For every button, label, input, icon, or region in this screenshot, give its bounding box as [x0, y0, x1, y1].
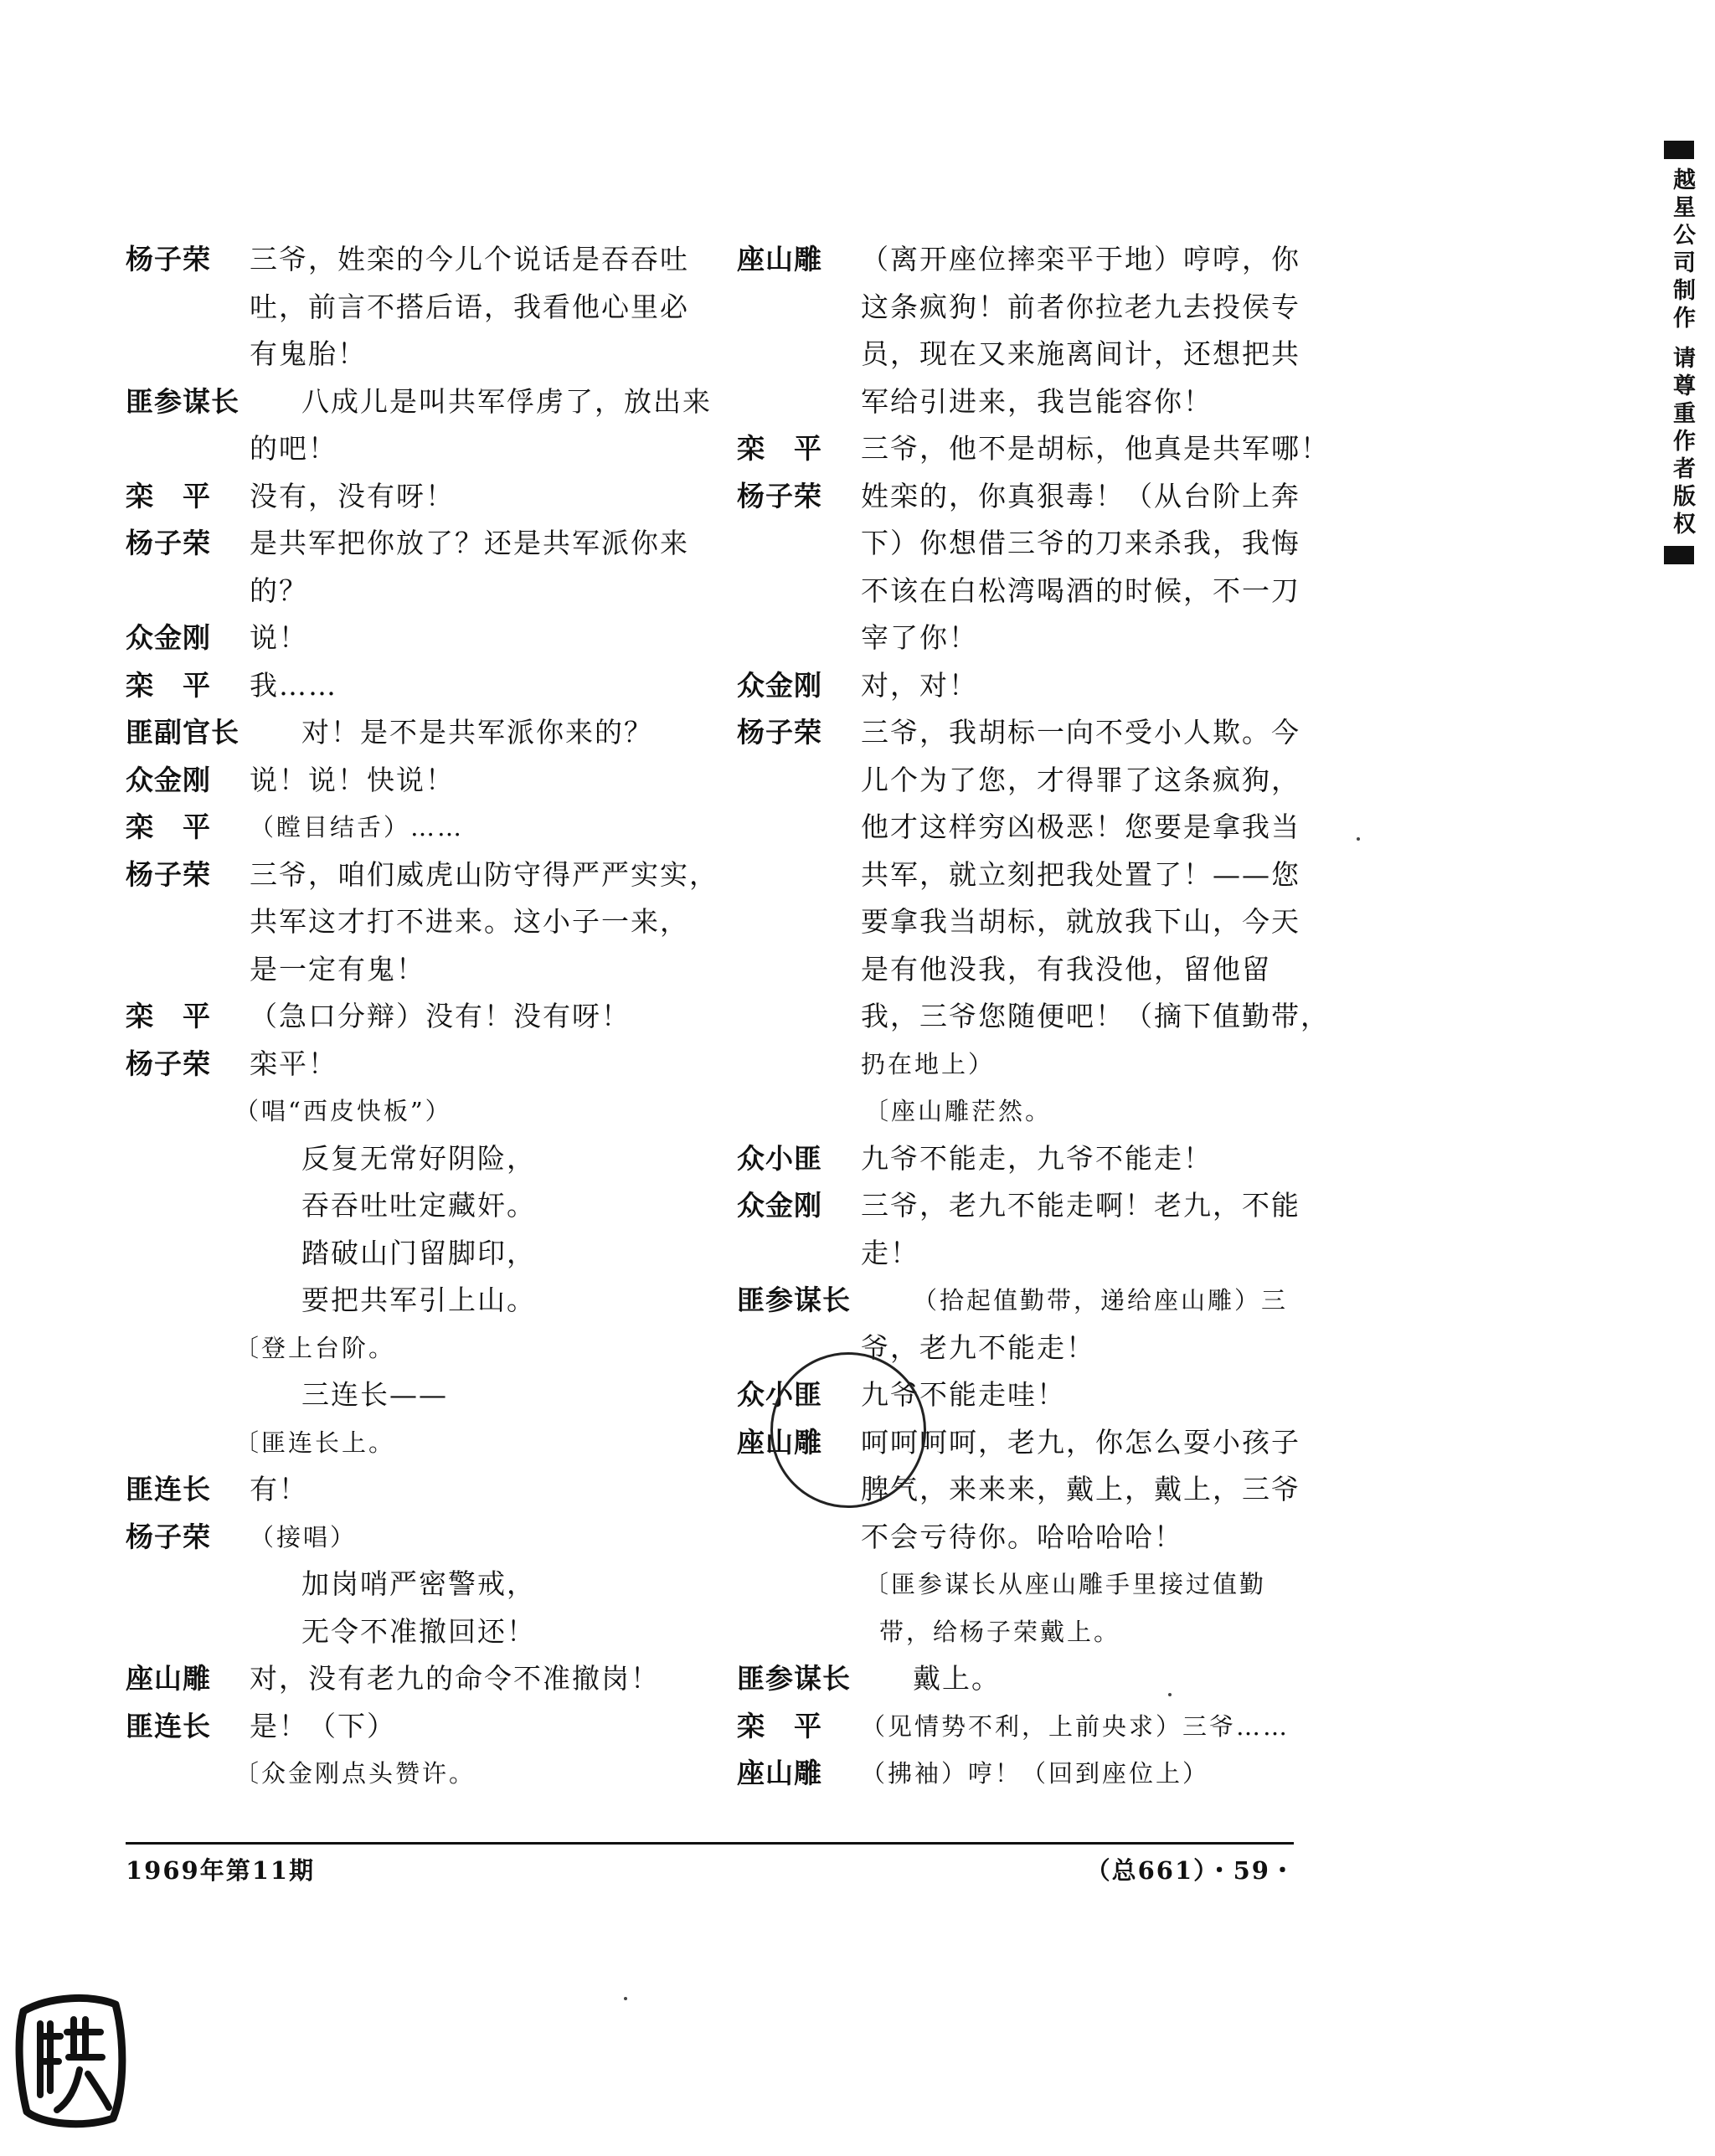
continuation-line: 他才这样穷凶极恶！您要是拿我当: [861, 810, 1300, 843]
speaker-name: 栾 平: [126, 668, 211, 702]
continuation-line: 我，三爷您随便吧！（摘下值勤带，: [861, 1000, 1330, 1032]
line-text: （急口分辩）没有！没有呀！: [250, 1000, 631, 1032]
stage-direction: 〔众金刚点头赞许。: [234, 1759, 476, 1788]
speaker-name: 匪连长: [126, 1709, 211, 1742]
speck: [1168, 1693, 1172, 1696]
line-text: 说！说！快说！: [250, 763, 455, 796]
continuation-line: 下）你想借三爷的刀来杀我，我悔: [861, 527, 1300, 559]
speaker-name: 栾 平: [737, 432, 822, 465]
line-text: 栾平！: [250, 1047, 337, 1080]
line-text: 三爷，咱们威虎山防守得严严实实，: [250, 857, 718, 891]
continuation-line: 共军，就立刻把我处置了！——您: [861, 857, 1300, 891]
dialogue-line: [737, 236, 1323, 284]
continuation-line: 吐，前言不搭后语，我看他心里必: [250, 290, 689, 323]
dialogue-line: [126, 236, 712, 284]
line-text: 说！: [250, 621, 308, 654]
dialogue-line: [126, 1514, 712, 1562]
continuation-line: 扔在地上）: [861, 1049, 996, 1078]
marker-bar: [1664, 546, 1694, 564]
continuation-line: 这条疯狗！前者你拉老九去投侯专: [861, 290, 1300, 323]
speaker-name: 杨子荣: [126, 1047, 211, 1080]
dialogue-line: [126, 993, 712, 1041]
continuation-line: 是一定有鬼！: [250, 952, 425, 985]
continuation-line: 有鬼胎！: [250, 337, 367, 370]
line-text: 对，对！: [861, 668, 978, 702]
speaker-name: 众金刚: [126, 621, 211, 654]
line-text: 三爷，老九不能走啊！老九，不能: [861, 1189, 1300, 1222]
dialogue-line: [737, 473, 1323, 521]
continuation-line: 不该在白松湾喝酒的时候，不一刀: [861, 574, 1300, 607]
song-lyric: 要把共军引上山。: [301, 1284, 536, 1316]
line-text: 三爷，姓栾的今儿个说话是吞吞吐: [250, 243, 689, 275]
stage-direction: 带，给杨子荣戴上。: [879, 1617, 1121, 1646]
speaker-name: 栾 平: [126, 810, 211, 843]
left-column: [126, 236, 718, 1798]
continuation-line: 是有他没我，有我没他，留他留: [861, 952, 1271, 985]
dialogue-line: [126, 662, 712, 710]
dialogue-line: [126, 1041, 712, 1088]
speaker-name: 座山雕: [737, 1425, 822, 1459]
song-lyric: 加岗哨严密警戒，: [301, 1567, 536, 1600]
line-text: 我……: [250, 668, 337, 702]
speaker-name: 座山雕: [737, 1757, 822, 1789]
speck: [1357, 837, 1360, 841]
speaker-name: 众小匪: [737, 1378, 822, 1411]
speaker-name: 众金刚: [126, 763, 211, 796]
speaker-name: 匪参谋长: [737, 1284, 851, 1316]
line-text: 戴上。: [913, 1662, 1001, 1695]
dialogue-line: [737, 1135, 1323, 1183]
continuation-line: 军给引进来，我岂能容你！: [861, 384, 1213, 418]
circle-stamp-mark: [770, 1352, 926, 1508]
song-lyric: 无令不准撤回还！: [301, 1614, 536, 1648]
line-text: 八成儿是叫共军俘虏了，放出来: [301, 384, 712, 418]
dialogue-line: [737, 425, 1330, 473]
continuation-line: 的？: [250, 574, 308, 607]
line-text: 对，没有老九的命令不准撤岗！: [250, 1662, 660, 1695]
dialogue-line: [126, 1655, 712, 1703]
speaker-name: 杨子荣: [737, 479, 822, 512]
line-text: （瞠目结舌）……: [250, 813, 465, 841]
speaker-name: 匪参谋长: [737, 1662, 851, 1695]
stage-direction: （唱“西皮快板”）: [234, 1097, 452, 1125]
dialogue-line: [126, 804, 712, 852]
continuation-line: 走！: [861, 1236, 919, 1269]
speaker-name: 众金刚: [737, 1189, 822, 1222]
continuation-line: 不会亏待你。哈哈哈哈！: [861, 1520, 1183, 1553]
line-text: 呵呵呵呵，老九，你怎么耍小孩子: [861, 1425, 1300, 1459]
continuation-line: 的吧！: [250, 432, 337, 465]
side-copyright-note: [1662, 141, 1699, 564]
dialogue-line: [737, 1182, 1323, 1230]
dialogue-line: [737, 662, 1323, 710]
speck: [624, 1997, 627, 2000]
dialogue-line: [737, 709, 1323, 757]
song-lyric: 踏破山门留脚印，: [301, 1236, 536, 1269]
speaker-name: 杨子荣: [737, 716, 822, 749]
dialogue-line: [126, 757, 712, 805]
line-text: 九爷不能走哇！: [861, 1378, 1066, 1411]
stage-direction: 〔登上台阶。: [234, 1333, 396, 1362]
line-text: 是共军把你放了？还是共军派你来: [250, 527, 689, 559]
speaker-name: 杨子荣: [126, 243, 211, 275]
line-text: （离开座位摔栾平于地）哼哼，你: [861, 243, 1300, 275]
continuation-line: 员，现在又来施离间计，还想把共: [861, 337, 1300, 370]
line-text: （接唱）: [250, 1522, 358, 1551]
song-lyric: 吞吞吐吐定藏奸。: [301, 1189, 536, 1222]
speaker-name: 座山雕: [737, 243, 822, 275]
speaker-name: 匪连长: [126, 1473, 211, 1505]
line-text: 是！（下）: [250, 1709, 396, 1742]
line-text: 九爷不能走，九爷不能走！: [861, 1141, 1213, 1175]
seal-logo: [8, 1986, 134, 2133]
speaker-name: 座山雕: [126, 1662, 211, 1695]
dialogue-line: [126, 1703, 712, 1751]
dialogue-line: [737, 1277, 1323, 1325]
speaker-name: 众小匪: [737, 1141, 822, 1175]
dialogue-line: [126, 1466, 712, 1514]
song-lyric: 反复无常好阴险，: [301, 1141, 536, 1175]
line-text: 有！: [250, 1473, 308, 1505]
dialogue-line: [126, 852, 718, 899]
stage-direction: 〔匪连长上。: [234, 1428, 396, 1457]
speaker-name: 栾 平: [126, 479, 211, 512]
copyright-text: 越星公司制作 请尊重作者版权: [1669, 167, 1695, 540]
continuation-line: 共军这才打不进来。这小子一来，: [250, 905, 689, 938]
line-text: 姓栾的，你真狠毒！（从台阶上奔: [861, 479, 1300, 512]
continuation-line: 爷，老九不能走！: [861, 1330, 1095, 1364]
speaker-name: 栾 平: [126, 1000, 211, 1032]
line-text: 对！是不是共军派你来的？: [301, 716, 653, 749]
line-text: （见情势不利，上前央求）三爷……: [861, 1711, 1290, 1741]
line-text: 三爷，我胡标一向不受小人欺。今: [861, 716, 1300, 749]
song-lyric: 三连长——: [301, 1378, 448, 1411]
page-number: （总661）・59・: [1085, 1856, 1296, 1885]
dialogue-line: [737, 1750, 1323, 1798]
stage-direction: 〔匪参谋长从座山雕手里接过值勤: [864, 1570, 1267, 1598]
line-text: （拂袖）哼！（回到座位上）: [861, 1759, 1210, 1788]
speaker-name: 众金刚: [737, 668, 822, 702]
dialogue-line: [126, 709, 712, 757]
speaker-name: 杨子荣: [126, 527, 211, 559]
speaker-name: 杨子荣: [126, 1520, 211, 1553]
line-text: 没有，没有呀！: [250, 479, 455, 512]
footer-rule: [126, 1842, 1294, 1845]
dialogue-line: [126, 473, 712, 521]
line-text: 三爷，他不是胡标，他真是共军哪！: [861, 432, 1330, 465]
speaker-name: 杨子荣: [126, 857, 211, 891]
right-column: [737, 236, 1330, 1798]
continuation-line: 脾气，来来来，戴上，戴上，三爷: [861, 1473, 1300, 1505]
continuation-line: 宰了你！: [861, 621, 978, 654]
dialogue-line: [126, 520, 712, 568]
dialogue-line: [126, 615, 712, 662]
issue-label: 1969年第11期: [126, 1856, 316, 1885]
line-text: （拾起值勤带，递给座山雕）三: [913, 1286, 1289, 1315]
marker-bar: [1664, 141, 1694, 159]
speaker-name: 匪副官长: [126, 716, 239, 749]
dialogue-line: [737, 1655, 1323, 1703]
continuation-line: 要拿我当胡标，就放我下山，今天: [861, 905, 1300, 938]
continuation-line: 儿个为了您，才得罪了这条疯狗，: [861, 763, 1300, 796]
dialogue-line: [126, 378, 712, 426]
speaker-name: 匪参谋长: [126, 384, 239, 418]
stage-direction: 〔座山雕茫然。: [864, 1097, 1053, 1125]
speaker-name: 栾 平: [737, 1709, 822, 1742]
dialogue-line: [737, 1703, 1323, 1751]
